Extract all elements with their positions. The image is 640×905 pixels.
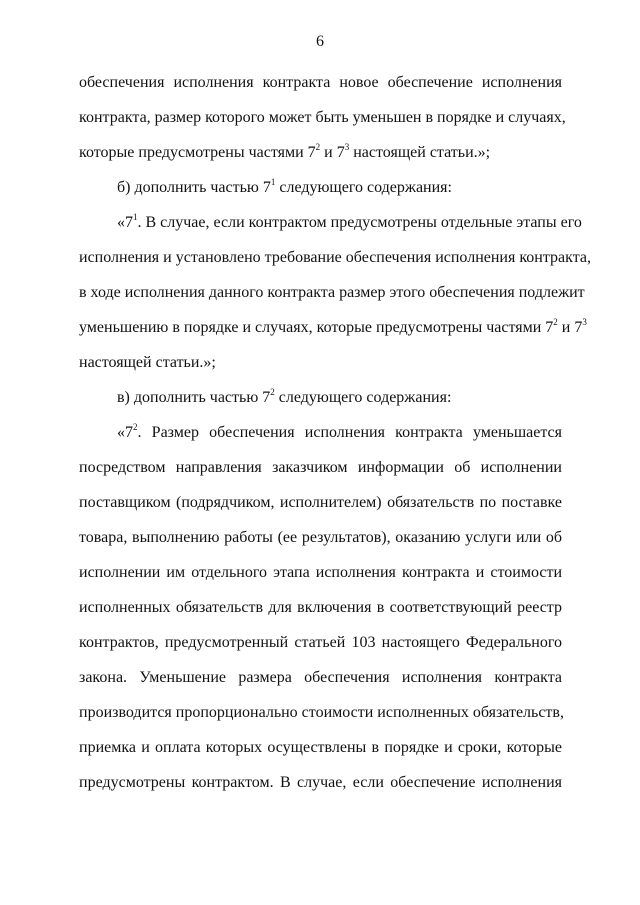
text-line bbox=[117, 178, 562, 198]
text-line bbox=[79, 458, 562, 478]
text-line bbox=[79, 143, 562, 163]
text-segment: контракта, размер которого может быть уменьшен в порядке и случаях, bbox=[79, 109, 566, 126]
text-segment: и 7 bbox=[557, 319, 583, 336]
text-line bbox=[79, 108, 566, 128]
text-segment: поставщиком (подрядчиком, исполнителем) обязательств по поставке bbox=[79, 494, 562, 511]
text-segment: в) дополнить частью 7 bbox=[117, 389, 271, 406]
page-number: 6 bbox=[316, 33, 324, 50]
superscript: 2 bbox=[315, 141, 321, 152]
text-line bbox=[79, 563, 562, 583]
text-line bbox=[79, 353, 562, 373]
text-line bbox=[117, 211, 582, 233]
text-segment: . Размер обеспечения исполнения контракта уменьшается bbox=[137, 424, 562, 441]
text-line bbox=[79, 668, 562, 688]
text-segment: контрактов, предусмотренный статьей 103 настоящего Федерального bbox=[79, 634, 562, 651]
superscript: 2 bbox=[270, 386, 275, 397]
text-line bbox=[79, 248, 591, 268]
text-segment: б) дополнить частью 7 bbox=[117, 179, 271, 196]
text-segment: «7 bbox=[117, 214, 133, 231]
text-line bbox=[79, 73, 562, 93]
text-line bbox=[79, 493, 562, 513]
text-line bbox=[79, 703, 562, 723]
text-line bbox=[79, 773, 562, 793]
superscript: 2 bbox=[133, 421, 138, 432]
text-segment: «7 bbox=[117, 424, 133, 441]
text-segment: . В случае, если контрактом предусмотрены отдельные этапы его bbox=[137, 214, 582, 231]
text-line bbox=[79, 528, 562, 548]
text-line bbox=[79, 738, 562, 758]
text-line bbox=[79, 598, 562, 618]
superscript: 3 bbox=[344, 141, 350, 152]
superscript: 1 bbox=[270, 176, 276, 187]
text-line bbox=[79, 316, 587, 338]
text-segment: товара, выполнению работы (ее результатов), оказанию услуги или об bbox=[79, 529, 562, 546]
superscript: 2 bbox=[553, 316, 558, 327]
text-segment: настоящей статьи.»; bbox=[349, 144, 491, 161]
text-segment: исполнения и установлено требование обеспечения исполнения контракта, bbox=[79, 249, 591, 266]
text-segment: уменьшению в порядке и случаях, которые предусмотрены частями 7 bbox=[79, 319, 554, 336]
superscript: 1 bbox=[133, 211, 138, 222]
text-segment: производится пропорционально стоимости исполненных обязательств, bbox=[79, 704, 564, 721]
text-segment: которые предусмотрены частями 7 bbox=[79, 144, 316, 161]
text-segment: закона. Уменьшение размера обеспечения исполнения контракта bbox=[79, 669, 562, 686]
text-segment: исполнении им отдельного этапа исполнения контракта и стоимости bbox=[79, 564, 562, 581]
text-line bbox=[117, 423, 562, 443]
text-segment: предусмотрены контрактом. В случае, если обеспечение исполнения bbox=[79, 774, 562, 791]
text-segment: и 7 bbox=[320, 144, 345, 161]
text-line bbox=[79, 283, 585, 303]
text-segment: в ходе исполнения данного контракта размер этого обеспечения подлежит bbox=[79, 284, 585, 301]
superscript: 3 bbox=[582, 316, 587, 327]
text-segment: исполненных обязательств для включения в соответствующий реестр bbox=[79, 599, 562, 616]
text-segment: настоящей статьи.»; bbox=[79, 354, 216, 371]
text-segment: обеспечения исполнения контракта новое обеспечение исполнения bbox=[79, 74, 562, 91]
text-segment: следующего содержания: bbox=[275, 179, 452, 196]
text-segment: следующего содержания: bbox=[274, 389, 452, 406]
text-segment: приемка и оплата которых осуществлены в порядке и сроки, которые bbox=[79, 739, 562, 756]
text-line bbox=[79, 633, 562, 653]
text-segment: посредством направления заказчиком информации об исполнении bbox=[79, 459, 562, 476]
text-line bbox=[117, 388, 562, 408]
